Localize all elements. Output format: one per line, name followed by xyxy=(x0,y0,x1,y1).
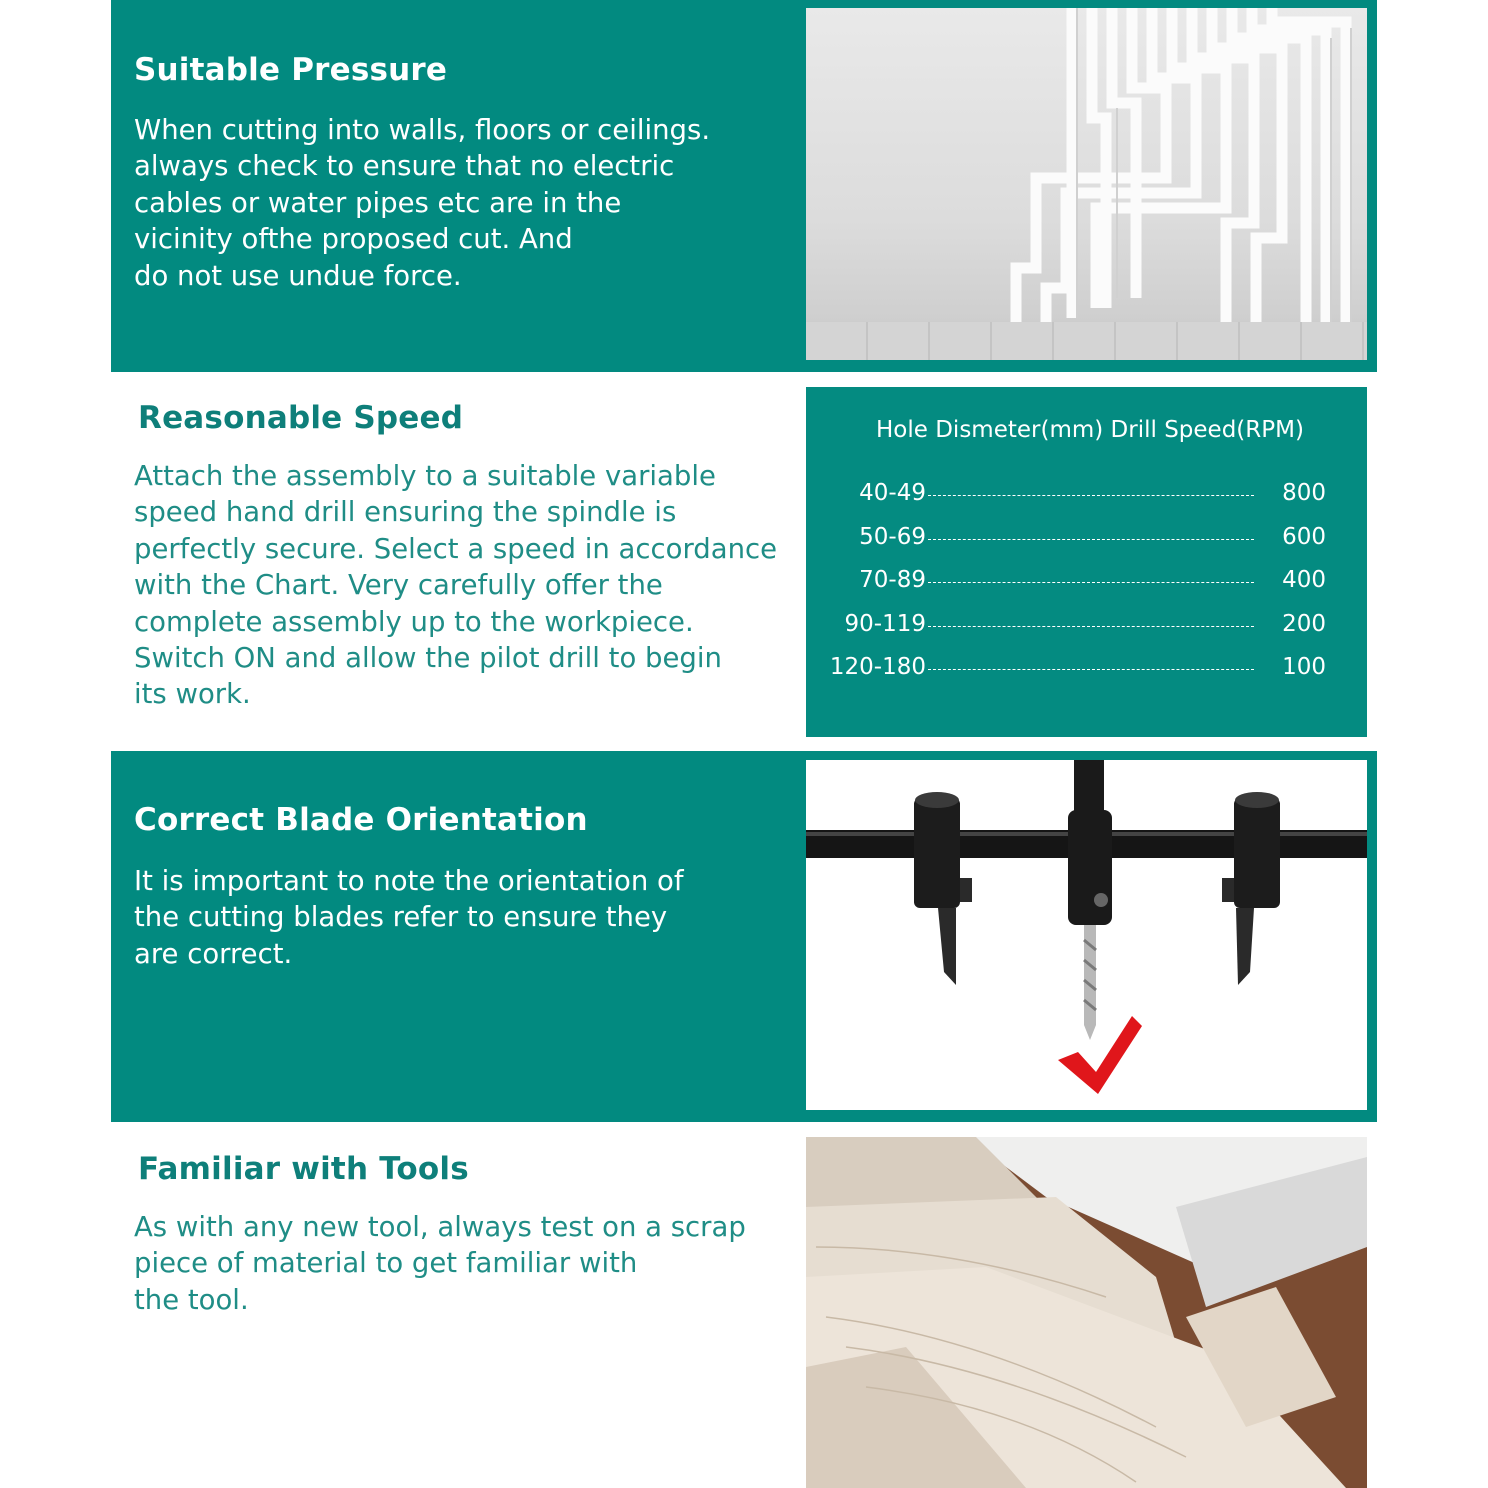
right-cutting-blade xyxy=(1236,908,1254,985)
speed-chart-title: Hole Dismeter(mm) Drill Speed(RPM) xyxy=(876,417,1304,443)
dashed-leader xyxy=(928,669,1254,670)
speed-chart-row xyxy=(826,567,1346,597)
section-heading: Suitable Pressure xyxy=(134,52,448,88)
pipes-illustration xyxy=(806,8,1367,360)
arbor-body xyxy=(1068,810,1112,925)
left-blade-holder xyxy=(914,798,960,908)
pipes-wall-photo xyxy=(806,8,1367,360)
floor-boards xyxy=(806,322,1367,360)
drill-speed: 100 xyxy=(1282,654,1326,680)
hole-diameter: 50-69 xyxy=(859,524,926,550)
wood-boards-illustration xyxy=(806,1137,1367,1488)
section-body: As with any new tool, always test on a scrap piece of material to get familiar with the tool. xyxy=(134,1211,746,1316)
dashed-leader xyxy=(928,626,1254,627)
hole-cutter-photo xyxy=(806,760,1367,1110)
wood-boards-photo xyxy=(806,1137,1367,1488)
speed-chart xyxy=(806,387,1367,737)
section-body: It is important to note the orientation of the cutting blades refer to ensure they are correct. xyxy=(134,865,684,970)
hole-cutter-illustration xyxy=(806,760,1367,1110)
speed-chart-row xyxy=(826,654,1346,684)
dashed-leader xyxy=(928,495,1254,496)
dashed-leader xyxy=(928,539,1254,540)
drill-speed: 800 xyxy=(1282,480,1326,506)
section-body: Attach the assembly to a suitable variable speed hand drill ensuring the spindle is perfectly secure. Select a speed in accordance with the Chart. Very carefully offer the complete assembly up to the workpiece. Switch ON and allow the pilot drill to begin its work. xyxy=(134,460,778,711)
dashed-leader xyxy=(928,582,1254,583)
drill-speed: 200 xyxy=(1282,611,1326,637)
drill-speed: 400 xyxy=(1282,567,1326,593)
hole-diameter: 120-180 xyxy=(829,654,926,680)
speed-chart-row xyxy=(826,611,1346,641)
section-heading: Correct Blade Orientation xyxy=(134,802,588,838)
hole-diameter: 40-49 xyxy=(859,480,926,506)
right-blade-holder xyxy=(1234,798,1280,908)
section-heading: Familiar with Tools xyxy=(138,1151,469,1187)
drill-speed: 600 xyxy=(1282,524,1326,550)
speed-chart-row xyxy=(826,524,1346,554)
left-cutting-blade xyxy=(938,908,956,985)
section-body: When cutting into walls, floors or ceilings. always check to ensure that no electric cables or water pipes etc are in the vicinity ofthe proposed cut. And do not use undue force. xyxy=(134,114,711,292)
section-heading: Reasonable Speed xyxy=(138,400,464,436)
hole-diameter: 90-119 xyxy=(844,611,926,637)
hole-diameter: 70-89 xyxy=(859,567,926,593)
speed-chart-row xyxy=(826,480,1346,510)
check-mark-icon xyxy=(1058,1016,1142,1094)
